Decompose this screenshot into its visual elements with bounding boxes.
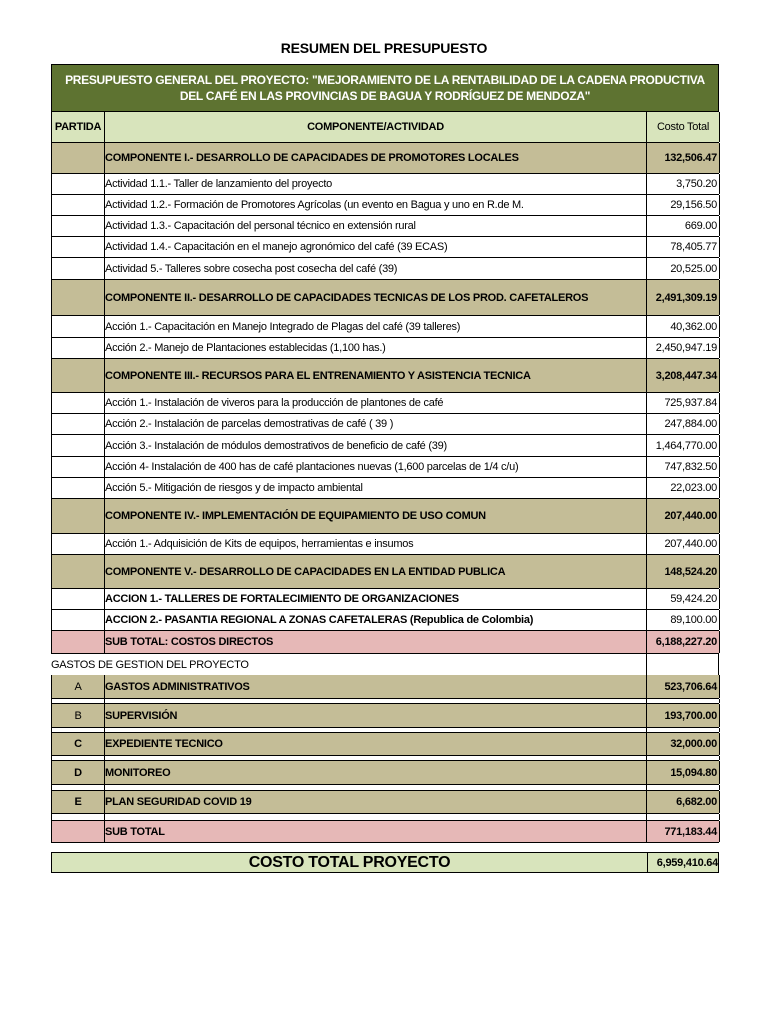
table-row	[51, 174, 719, 195]
partida-cell	[52, 589, 105, 609]
subtotal-cost: 771,183.44	[647, 821, 720, 842]
table-row	[51, 280, 719, 316]
cost-cell: 132,506.47	[647, 143, 720, 173]
activity-cell: Actividad 1.3.- Capacitación del personal técnico en extensión rural	[105, 216, 647, 236]
partida-cell	[52, 610, 105, 630]
table-row	[51, 457, 719, 478]
partida-cell	[52, 478, 105, 498]
activity-cell: Acción 2.- Instalación de parcelas demostrativas de café ( 39 )	[105, 414, 647, 434]
cost-cell: 148,524.20	[647, 555, 720, 588]
partida-cell	[52, 457, 105, 477]
document-title: RESUMEN DEL PRESUPUESTO	[280, 40, 488, 56]
table-row	[51, 589, 719, 610]
activity-cell: Acción 1.- Instalación de viveros para la producción de plantones de café	[105, 393, 647, 413]
table-row	[51, 237, 719, 258]
table-row	[51, 143, 719, 174]
subtotal-cost: 6,188,227.20	[647, 631, 720, 653]
partida-cell	[52, 174, 105, 194]
cost-cell: 3,208,447.34	[647, 359, 720, 392]
table-row	[51, 761, 719, 785]
activity-cell: ACCION 2.- PASANTIA REGIONAL A ZONAS CAFETALERAS (Republica de Colombia)	[105, 610, 647, 630]
expense-cell: GASTOS ADMINISTRATIVOS	[105, 675, 647, 698]
partida-cell	[52, 316, 105, 337]
subtotal-label: SUB TOTAL	[105, 821, 647, 842]
table-row	[51, 555, 719, 589]
partida-cell	[52, 555, 105, 588]
activity-cell: Acción 5.- Mitigación de riesgos y de impacto ambiental	[105, 478, 647, 498]
expense-cell: PLAN SEGURIDAD COVID 19	[105, 791, 647, 813]
activity-cell: Acción 4- Instalación de 400 has de café plantaciones nuevas (1,600 parcelas de 1/4 c/u)	[105, 457, 647, 477]
table-row	[51, 704, 719, 728]
management-expenses-label: GASTOS DE GESTION DEL PROYECTO	[51, 658, 249, 671]
table-row	[51, 195, 719, 216]
partida-cell	[52, 631, 105, 653]
column-header-partida: PARTIDA	[52, 112, 105, 142]
cost-cell: 247,884.00	[647, 414, 720, 434]
table-row	[51, 499, 719, 534]
partida-cell	[52, 237, 105, 257]
cost-cell: 523,706.64	[647, 675, 720, 698]
partida-cell	[52, 143, 105, 173]
activity-cell: Acción 2.- Manejo de Plantaciones establecidas (1,100 has.)	[105, 338, 647, 358]
cost-cell	[646, 654, 719, 675]
spacer-row	[51, 814, 719, 821]
cost-cell: 78,405.77	[647, 237, 720, 257]
table-row	[51, 414, 719, 435]
cost-cell: 193,700.00	[647, 704, 720, 727]
partida-cell: A	[52, 675, 105, 698]
column-header-costo: Costo Total	[647, 112, 720, 142]
partida-cell	[52, 338, 105, 358]
table-row	[51, 435, 719, 457]
partida-cell	[52, 435, 105, 456]
cost-cell: 40,362.00	[647, 316, 720, 337]
table-row	[51, 258, 719, 280]
management-expenses-row	[51, 654, 719, 675]
partida-cell	[52, 359, 105, 392]
cost-cell: 29,156.50	[647, 195, 720, 215]
cost-cell: 59,424.20	[647, 589, 720, 609]
cost-cell: 20,525.00	[647, 258, 720, 279]
cost-cell: 3,750.20	[647, 174, 720, 194]
cost-cell: 207,440.00	[647, 534, 720, 554]
table-header-row	[51, 112, 719, 143]
subtotal-management-row	[51, 821, 719, 843]
activity-cell: ACCION 1.- TALLERES DE FORTALECIMIENTO DE ORGANIZACIONES	[105, 589, 647, 609]
partida-cell	[52, 195, 105, 215]
partida-cell	[52, 821, 105, 842]
activity-cell: Actividad 1.4.- Capacitación en el manejo agronómico del café (39 ECAS)	[105, 237, 647, 257]
total-row	[51, 852, 719, 873]
table-row	[51, 316, 719, 338]
subtotal-direct-row	[51, 631, 719, 654]
activity-cell: Acción 1.- Adquisición de Kits de equipos, herramientas e insumos	[105, 534, 647, 554]
cost-cell: 669.00	[647, 216, 720, 236]
expense-cell: EXPEDIENTE TECNICO	[105, 733, 647, 755]
activity-cell: Actividad 1.1.- Taller de lanzamiento del proyecto	[105, 174, 647, 194]
cost-cell: 207,440.00	[647, 499, 720, 533]
cost-cell: 6,682.00	[647, 791, 720, 813]
expense-cell: SUPERVISIÓN	[105, 704, 647, 727]
total-label: COSTO TOTAL PROYECTO	[248, 853, 451, 871]
activity-cell: Actividad 5.- Talleres sobre cosecha post cosecha del café (39)	[105, 258, 647, 279]
partida-cell	[52, 499, 105, 533]
component-cell: COMPONENTE V.- DESARROLLO DE CAPACIDADES EN LA ENTIDAD PUBLICA	[105, 555, 647, 588]
cost-cell: 2,450,947.19	[647, 338, 720, 358]
table-row	[51, 733, 719, 756]
table-row	[51, 393, 719, 414]
table-row	[51, 791, 719, 814]
partida-cell: D	[52, 761, 105, 784]
column-header-componente: COMPONENTE/ACTIVIDAD	[105, 112, 647, 142]
table-row	[51, 610, 719, 631]
partida-cell: E	[52, 791, 105, 813]
component-cell: COMPONENTE III.- RECURSOS PARA EL ENTRENAMIENTO Y ASISTENCIA TECNICA	[105, 359, 647, 392]
cost-cell: 89,100.00	[647, 610, 720, 630]
partida-cell	[52, 216, 105, 236]
cost-cell: 747,832.50	[647, 457, 720, 477]
project-header: PRESUPUESTO GENERAL DEL PROYECTO: "MEJORAMIENTO DE LA RENTABILIDAD DE LA CADENA PRODUCTIVA DEL CAFÉ EN LAS PROVINCIAS DE BAGUA Y RODRÍGUEZ DE MENDOZA"	[51, 64, 719, 112]
component-cell: COMPONENTE I.- DESARROLLO DE CAPACIDADES DE PROMOTORES LOCALES	[105, 143, 647, 173]
table-row	[51, 675, 719, 699]
component-cell: COMPONENTE II.- DESARROLLO DE CAPACIDADES TECNICAS DE LOS PROD. CAFETALEROS	[105, 280, 647, 315]
table-row	[51, 216, 719, 237]
partida-cell	[52, 534, 105, 554]
partida-cell: C	[52, 733, 105, 755]
table-row	[51, 359, 719, 393]
cost-cell: 2,491,309.19	[647, 280, 720, 315]
partida-cell	[52, 393, 105, 413]
cost-cell: 15,094.80	[647, 761, 720, 784]
subtotal-label: SUB TOTAL: COSTOS DIRECTOS	[105, 631, 647, 653]
partida-cell	[52, 280, 105, 315]
partida-cell: B	[52, 704, 105, 727]
cost-cell: 22,023.00	[647, 478, 720, 498]
total-cost: 6,959,410.64	[647, 853, 720, 872]
partida-cell	[52, 414, 105, 434]
component-cell: COMPONENTE IV.- IMPLEMENTACIÓN DE EQUIPAMIENTO DE USO COMUN	[105, 499, 647, 533]
activity-cell: Acción 1.- Capacitación en Manejo Integrado de Plagas del café (39 talleres)	[105, 316, 647, 337]
table-row	[51, 534, 719, 555]
expense-cell: MONITOREO	[105, 761, 647, 784]
cost-cell: 725,937.84	[647, 393, 720, 413]
partida-cell	[52, 258, 105, 279]
activity-cell: Actividad 1.2.- Formación de Promotores Agrícolas (un evento en Bagua y uno en R.de M.	[105, 195, 647, 215]
activity-cell: Acción 3.- Instalación de módulos demostrativos de beneficio de café (39)	[105, 435, 647, 456]
table-row	[51, 338, 719, 359]
cost-cell: 1,464,770.00	[647, 435, 720, 456]
cost-cell: 32,000.00	[647, 733, 720, 755]
table-row	[51, 478, 719, 499]
